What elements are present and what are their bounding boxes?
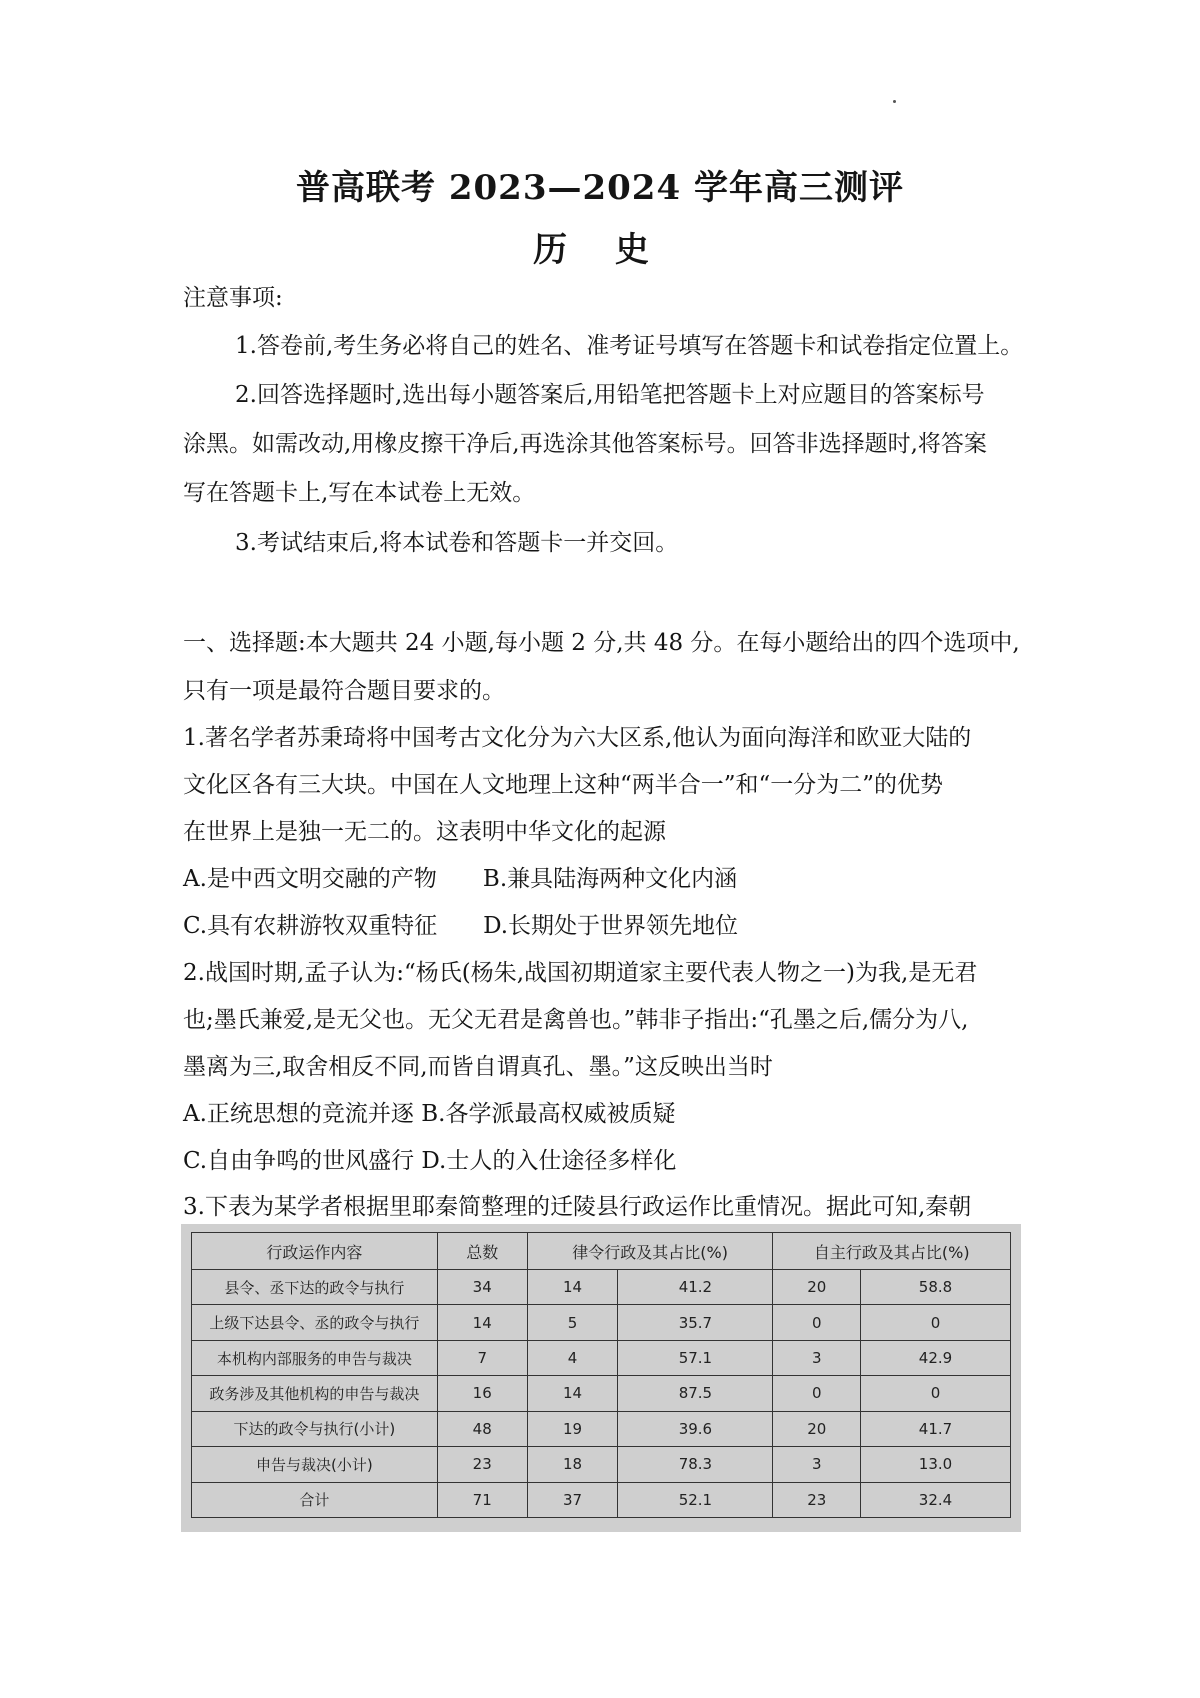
table-cell: 23 [773,1482,861,1517]
table-cell: 4 [527,1340,618,1375]
q2-stem-3: 墨离为三,取舍相反不同,而皆自谓真孔、墨。”这反映出当时 [183,1054,773,1080]
q3-stem: 3.下表为某学者根据里耶秦简整理的迁陵县行政运作比重情况。据此可知,秦朝 [183,1194,972,1220]
table-cell: 14 [527,1376,618,1411]
q3-data-table [191,1232,1011,1518]
table-row-label: 申告与裁决(小计) [192,1447,438,1482]
table-header-row [192,1233,1011,1270]
table-cell: 19 [527,1411,618,1446]
section-instruction-1: 一、选择题:本大题共 24 小题,每小题 2 分,共 48 分。在每小题给出的四个选项中, [183,630,1020,656]
table-cell: 0 [861,1376,1011,1411]
q1-options-ab: A.是中西文明交融的产物 B.兼具陆海两种文化内涵 [183,866,738,892]
table-row-label: 政务涉及其他机构的申告与裁决 [192,1376,438,1411]
table-cell: 14 [437,1305,527,1340]
table-cell: 35.7 [618,1305,773,1340]
q2-stem-2: 也;墨氏兼爱,是无父也。无父无君是禽兽也。”韩非子指出:“孔墨之后,儒分为八, [183,1007,969,1033]
notice-line-1: 1.答卷前,考生务必将自己的姓名、准考证号填写在答题卡和试卷指定位置上。 [235,333,1024,359]
table-row [192,1447,1011,1482]
table-cell: 5 [527,1305,618,1340]
notice-line-5: 3.考试结束后,将本试卷和答题卡一并交回。 [235,530,679,556]
table-row [192,1411,1011,1446]
q2-options-ab: A.正统思想的竞流并逐 B.各学派最高权威被质疑 [183,1101,676,1127]
table-cell: 14 [527,1270,618,1305]
table-cell: 20 [773,1411,861,1446]
subject-title: 历 史 [533,230,667,270]
table-row-label: 本机构内部服务的申告与裁决 [192,1340,438,1375]
notice-line-4: 写在答题卡上,写在本试卷上无效。 [183,480,536,506]
table-row [192,1482,1011,1517]
section-instruction-2: 只有一项是最符合题目要求的。 [183,678,505,704]
table-cell: 58.8 [861,1270,1011,1305]
table-cell: 3 [773,1447,861,1482]
header-autonomous: 自主行政及其占比(%) [773,1233,1011,1270]
header-total: 总数 [437,1233,527,1270]
table-row [192,1305,1011,1340]
table-row-label: 下达的政令与执行(小计) [192,1411,438,1446]
table-cell: 34 [437,1270,527,1305]
table-cell: 0 [861,1305,1011,1340]
table-cell: 23 [437,1447,527,1482]
table-cell: 78.3 [618,1447,773,1482]
q1-stem-3: 在世界上是独一无二的。这表明中华文化的起源 [183,819,666,845]
exam-title: 普高联考 2023—2024 学年高三测评 [296,168,904,208]
table-cell: 0 [773,1305,861,1340]
table-cell: 7 [437,1340,527,1375]
q1-stem-2: 文化区各有三大块。中国在人文地理上这种“两半合一”和“一分为二”的优势 [183,772,944,798]
table-cell: 20 [773,1270,861,1305]
table-row [192,1270,1011,1305]
q2-stem-1: 2.战国时期,孟子认为:“杨氏(杨朱,战国初期道家主要代表人物之一)为我,是无君 [183,960,978,986]
table-row-label: 上级下达县令、丞的政令与执行 [192,1305,438,1340]
q1-stem-1: 1.著名学者苏秉琦将中国考古文化分为六大区系,他认为面向海洋和欧亚大陆的 [183,725,972,751]
table-cell: 41.2 [618,1270,773,1305]
table-cell: 37 [527,1482,618,1517]
table-cell: 87.5 [618,1376,773,1411]
header-statute: 律令行政及其占比(%) [527,1233,773,1270]
table-cell: 71 [437,1482,527,1517]
q1-options-cd: C.具有农耕游牧双重特征 D.长期处于世界领先地位 [183,913,739,939]
table-cell: 18 [527,1447,618,1482]
table-row-label: 县令、丞下达的政令与执行 [192,1270,438,1305]
table-cell: 0 [773,1376,861,1411]
table-cell: 16 [437,1376,527,1411]
table-body [192,1270,1011,1518]
table-row [192,1340,1011,1375]
notice-heading: 注意事项: [183,285,283,311]
table-cell: 13.0 [861,1447,1011,1482]
table-cell: 48 [437,1411,527,1446]
table-cell: 32.4 [861,1482,1011,1517]
table-cell: 41.7 [861,1411,1011,1446]
scan-speck [893,100,896,103]
q3-table-scan [181,1224,1021,1532]
table-row-label: 合计 [192,1482,438,1517]
notice-line-2: 2.回答选择题时,选出每小题答案后,用铅笔把答题卡上对应题目的答案标号 [235,382,985,408]
q2-options-cd: C.自由争鸣的世风盛行 D.士人的入仕途径多样化 [183,1148,677,1174]
table-row [192,1376,1011,1411]
header-content: 行政运作内容 [192,1233,438,1270]
table-cell: 42.9 [861,1340,1011,1375]
table-cell: 57.1 [618,1340,773,1375]
table-cell: 52.1 [618,1482,773,1517]
table-cell: 3 [773,1340,861,1375]
table-cell: 39.6 [618,1411,773,1446]
notice-line-3: 涂黑。如需改动,用橡皮擦干净后,再选涂其他答案标号。回答非选择题时,将答案 [183,431,987,457]
